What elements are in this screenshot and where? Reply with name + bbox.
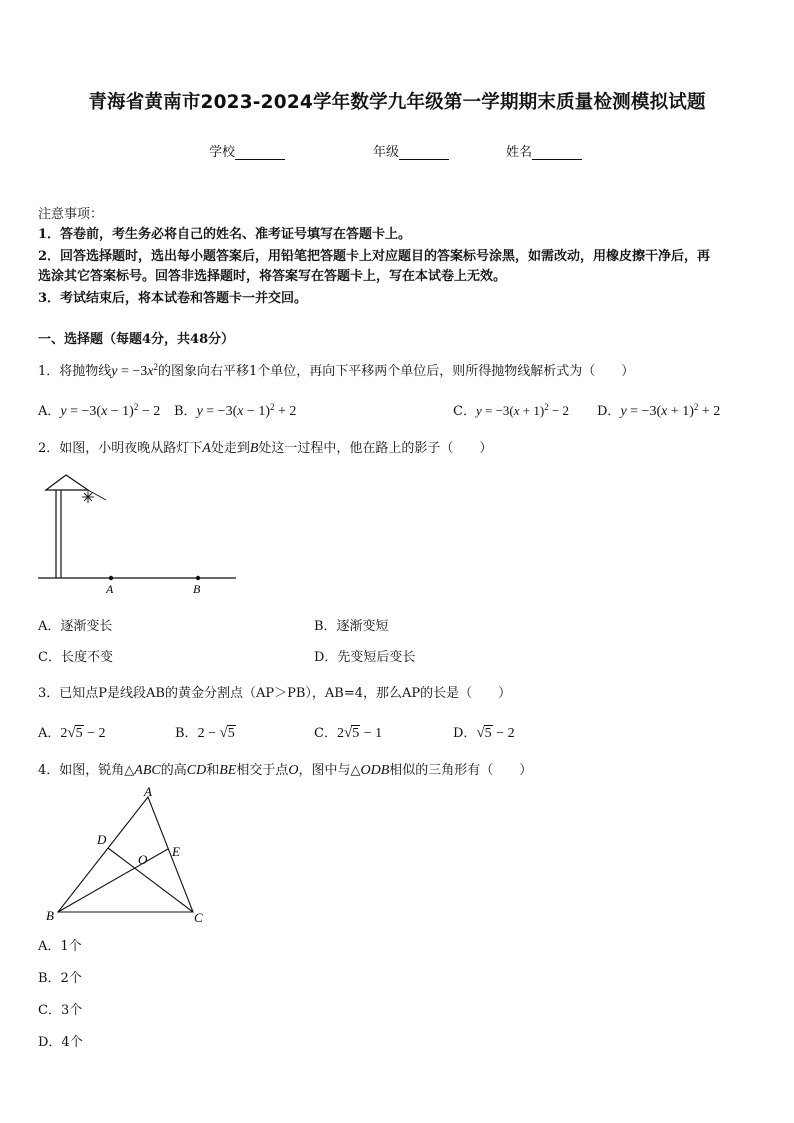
q3-option-d[interactable] [453,722,515,742]
q2-option-b[interactable]: B．逐渐变短 [314,619,389,634]
notes-heading: 注意事项： [38,207,104,222]
label-E: E [172,844,180,859]
q1-option-c-expr: $y = -3(x + 1)^2 - 2$ [475,402,570,418]
question-1-stem [38,360,634,380]
q1-option-c[interactable] [453,400,569,419]
label-C: C [194,910,203,925]
q3-option-b-label: B． [175,726,198,741]
point-a-dot [109,576,113,580]
q1-option-a-label: A． [38,404,61,419]
q1-option-b-label: B． [174,404,197,419]
q1-option-c-label: C． [453,404,476,419]
q3-option-a[interactable] [38,722,106,742]
notes-item-3: 3．考试结束后，将本试卷和答题卡一并交回。 [38,291,308,306]
grade-label: 年级 [373,145,400,160]
q4-stem-text: 4．如图，锐角△ [38,763,135,778]
question-2-stem [38,437,492,457]
label-D: D [97,832,107,847]
q4-triangle-odb: ODB [360,763,390,778]
notes-item-1: 1．答卷前，考生务必将自己的姓名、准考证号填写在答题卡上。 [38,227,412,242]
q4-altitude-cd: CD [186,763,207,778]
q4-option-d[interactable]: D．4个 [38,1035,83,1050]
q1-option-d-expr: $y = -3(x + 1)^2 + 2$ [620,402,721,419]
label-a: A [106,582,114,596]
q3-option-b-expr: 2 − √5 [197,725,235,741]
q1-stem-text-end: 的图象向右平移1个单位，再向下平移两个单位后，则所得抛物线解析式为（ ） [158,364,635,379]
label-A: A [144,784,152,799]
name-blank[interactable] [532,145,582,160]
q2-stem-text: 2．如图，小明夜晚从路灯下 [38,441,203,456]
q3-option-d-label: D． [453,726,477,741]
q3-option-a-label: A． [38,726,61,741]
q4-stem-end: 相似的三角形有（ ） [389,763,533,778]
label-B: B [46,908,54,923]
name-label: 姓名 [506,145,533,160]
q1-option-b-expr: $y = -3(x - 1)^2 + 2$ [196,402,297,419]
notes-item-2-line-2: 选涂其它答案标号。回答非选择题时，将答案写在答题卡上，写在本试卷上无效。 [38,269,507,284]
lamp-shade [46,475,88,490]
q2-option-d[interactable]: D．先变短后变长 [314,650,416,665]
grade-field[interactable] [373,141,449,160]
school-blank[interactable] [235,145,285,160]
lamp-arm [88,490,106,500]
q3-option-c[interactable] [314,722,382,742]
q3-option-c-label: C． [314,726,337,741]
q3-option-a-expr: 2√5 − 2 [60,725,106,741]
streetlight-figure [36,470,240,598]
q4-option-a[interactable]: A．1个 [38,939,82,954]
label-b: B [193,582,201,596]
q3-option-d-expr: √5 − 2 [476,725,515,741]
name-field[interactable] [506,141,582,160]
triangle-figure [40,782,216,930]
q4-triangle-abc: ABC [134,763,161,778]
q1-option-d[interactable] [597,400,720,420]
q1-option-a-expr: $y = -3(x - 1)^2 - 2$ [60,402,161,419]
q2-option-a[interactable]: A．逐渐变长 [38,619,113,634]
q3-option-b[interactable] [175,722,236,742]
q4-option-b[interactable]: B．2个 [38,971,82,986]
section-heading: 一、选择题（每题4分，共48分） [38,332,235,347]
question-3-stem: 3．已知点P是线段AB的黄金分割点（AP＞PB），AB=4，那么AP的长是（ ） [38,686,512,701]
school-label: 学校 [209,145,236,160]
page-title: 青海省黄南市2023-2024学年数学九年级第一学期期末质量检测模拟试题 [88,92,706,113]
grade-blank[interactable] [399,145,449,160]
q3-option-c-expr: 2√5 − 1 [336,725,383,741]
q1-option-a[interactable] [38,400,160,420]
q4-option-c[interactable]: C．3个 [38,1003,83,1018]
q1-stem-text: 1．将抛物线 [38,364,112,379]
q2-stem-mid: 处走到 [210,441,250,456]
point-b-dot [196,576,200,580]
q2-point-a: A [202,441,211,456]
q2-option-c[interactable]: C．长度不变 [38,650,113,665]
q2-point-b: B [249,441,259,456]
q4-point-o: O [288,763,299,778]
q1-function: $y = -3x^2$ [111,362,159,379]
school-field[interactable] [209,141,285,160]
q1-option-b[interactable] [174,400,296,420]
q4-altitude-be: BE [219,763,237,778]
q1-option-d-label: D． [597,404,621,419]
notes-item-2-line-1: 2．回答选择题时，选出每小题答案后，用铅笔把答题卡上对应题目的答案标号涂黑，如需改动，用橡皮擦干净后，再 [38,249,711,264]
label-O: O [138,852,148,867]
q2-stem-end: 处这一过程中，他在路上的影子（ ） [258,441,493,456]
question-4-stem: 4．如图，锐角△ABC的高CD和BE相交于点O，图中与△ODB相似的三角形有（ ） [38,763,533,778]
